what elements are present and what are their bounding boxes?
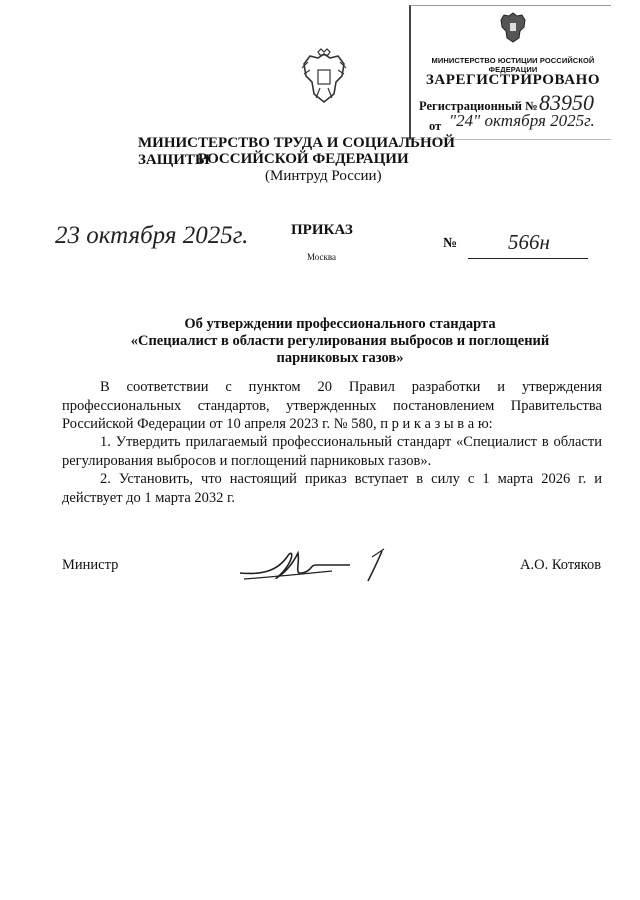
ministry-name-line2: РОССИЙСКОЙ ФЕДЕРАЦИИ bbox=[198, 151, 409, 167]
body-paragraph-2: 1. Утвердить прилагаемый профессиональный стандарт «Специалист в области регулирования выбросов и поглощений парниковых газов». bbox=[62, 434, 602, 469]
registration-stamp bbox=[409, 5, 611, 140]
stamp-date-label: от bbox=[429, 119, 442, 133]
document-title-line3: парниковых газов» bbox=[276, 350, 404, 366]
stamp-registered: ЗАРЕГИСТРИРОВАНО bbox=[425, 72, 601, 88]
handwritten-signature bbox=[232, 543, 407, 588]
order-number-label: № bbox=[443, 236, 458, 251]
stamp-emblem-icon bbox=[499, 10, 527, 44]
signatory-name: А.О. Котяков bbox=[520, 557, 602, 573]
city: Москва bbox=[307, 252, 336, 262]
order-number-value: 566н bbox=[508, 230, 550, 254]
ministry-name-line1: МИНИСТЕРСТВО ТРУДА И СОЦИАЛЬНОЙ ЗАЩИТЫ bbox=[138, 135, 455, 168]
signatory-position: Министр bbox=[62, 557, 119, 573]
ministry-short-name: (Минтруд России) bbox=[265, 168, 382, 184]
stamp-ministry: МИНИСТЕРСТВО ЮСТИЦИИ РОССИЙСКОЙ ФЕДЕРАЦИИ bbox=[431, 56, 595, 74]
order-number-underline bbox=[468, 258, 588, 259]
order-date: 23 октября 2025г. bbox=[55, 222, 249, 249]
stamp-reg-number-value: 83950 bbox=[539, 90, 594, 115]
stamp-date-value: "24" октября 2025г. bbox=[449, 111, 595, 130]
document-title-line1: Об утверждении профессионального стандарта bbox=[184, 316, 496, 332]
stamp-reg-number-label: Регистрационный № bbox=[419, 99, 538, 113]
document-title-line2: «Специалист в области регулирования выбросов и поглощений bbox=[130, 333, 550, 349]
body-paragraph-1: В соответствии с пунктом 20 Правил разработки и утверждения профессиональных стандартов, утвержденных постановлением Правительства Российской Федерации от 10 апреля 2023 г. № 580, п р и к а з ы в а ю: bbox=[62, 379, 602, 432]
coat-of-arms-emblem bbox=[298, 48, 350, 106]
body-paragraph-3: 2. Установить, что настоящий приказ вступает в силу с 1 марта 2026 г. и действует до 1 марта 2032 г. bbox=[62, 471, 602, 506]
document-type: ПРИКАЗ bbox=[291, 222, 353, 238]
